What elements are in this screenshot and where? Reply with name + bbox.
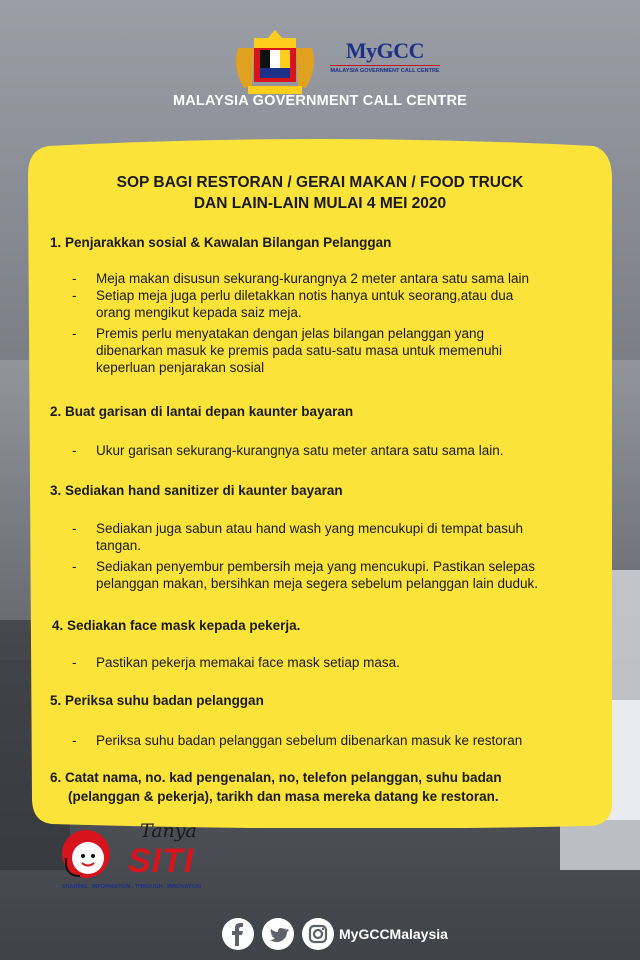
facebook-icon[interactable]: [222, 918, 254, 950]
tanya-siti-logo: [58, 818, 218, 898]
section-3-item-2-line-1: Sediakan penyembur pembersih meja yang mencukupi. Pastikan selepas: [96, 559, 536, 574]
section-3-heading: 3. Sediakan hand sanitizer di kaunter bayaran: [50, 483, 343, 498]
section-1-item-2-line-1: Setiap meja juga perlu diletakkan notis hanya untuk seorang,atau dua: [96, 288, 514, 303]
bullet-dash: -: [72, 326, 77, 341]
sop-card: [28, 138, 612, 828]
section-3-item-1: [96, 520, 523, 554]
section-3-item-2-line-2: pelanggan makan, bersihkan meja segera sebelum pelanggan lain duduk.: [96, 576, 539, 591]
section-1-item-2-line-2: orang mengikut kepada saiz meja.: [96, 305, 302, 320]
bullet-dash: -: [72, 559, 77, 574]
section-6-line-1: 6. Catat nama, no. kad pengenalan, no, telefon pelanggan, suhu badan: [50, 770, 502, 785]
section-2-heading: 2. Buat garisan di lantai depan kaunter bayaran: [50, 404, 354, 419]
organization-label: MALAYSIA GOVERNMENT CALL CENTRE: [172, 93, 468, 109]
sop-title-line-2: DAN LAIN-LAIN MULAI 4 MEI 2020: [193, 195, 447, 212]
section-5-heading: 5. Periksa suhu badan pelanggan: [50, 693, 264, 708]
section-1-item-3-line-3: keperluan penjarakan sosial: [96, 360, 265, 375]
bullet-dash: -: [72, 271, 77, 286]
mygcc-logo-subtitle: MALAYSIA GOVERNMENT CALL CENTRE: [330, 65, 440, 74]
header: [0, 0, 640, 125]
section-1-item-3-line-1: Premis perlu menyatakan dengan jelas bilangan pelanggan yang: [96, 326, 485, 341]
social-handle[interactable]: MyGCCMalaysia: [339, 926, 448, 942]
section-3-item-2: [96, 558, 538, 592]
section-4-item-1-line-1: Pastikan pekerja memakai face mask setiap masa.: [96, 655, 400, 670]
twitter-icon[interactable]: [262, 918, 294, 950]
section-1-item-2: [96, 287, 513, 321]
bullet-dash: -: [72, 288, 77, 303]
section-6-line-2: (pelanggan & pekerja), tarikh dan masa mereka datang ke restoran.: [68, 789, 499, 804]
bullet-dash: -: [72, 443, 77, 458]
section-5-item-1-line-1: Periksa suhu badan pelanggan sebelum dibenarkan masuk ke restoran: [96, 733, 523, 748]
tanya-text: Tanya: [140, 820, 197, 842]
sop-title-line-1: SOP BAGI RESTORAN / GERAI MAKAN / FOOD TRUCK: [116, 174, 524, 191]
mygcc-logo-title: MyGCC: [345, 38, 425, 63]
bullet-dash: -: [72, 733, 77, 748]
section-3-item-1-line-1: Sediakan juga sabun atau hand wash yang mencukupi di tempat basuh: [96, 521, 524, 536]
section-1-item-1: [96, 270, 529, 287]
section-1-item-3-line-2: dibenarkan masuk ke premis pada satu-satu masa untuk memenuhi: [96, 343, 502, 358]
section-4-item-1: [96, 654, 400, 671]
siti-tagline: SHARING . INFORMATION . THROUGH . INNOVATION: [62, 884, 202, 890]
section-5-item-1: [96, 732, 522, 749]
instagram-icon[interactable]: [302, 918, 334, 950]
section-1-item-1-line-1: Meja makan disusun sekurang-kurangnya 2 meter antara satu sama lain: [96, 271, 529, 286]
siti-text: SITI: [128, 842, 195, 880]
section-2-item-1: [96, 442, 503, 459]
section-1-item-3: [96, 325, 502, 376]
bullet-dash: -: [72, 521, 77, 536]
section-2-item-1-line-1: Ukur garisan sekurang-kurangnya satu meter antara satu sama lain.: [96, 443, 504, 458]
section-4-heading: 4. Sediakan face mask kepada pekerja.: [52, 618, 301, 633]
bullet-dash: -: [72, 655, 77, 670]
coat-of-arms-logo: [230, 28, 320, 98]
section-3-item-1-line-2: tangan.: [96, 538, 142, 553]
mygcc-logo: [330, 38, 440, 78]
section-1-heading: 1. Penjarakkan sosial & Kawalan Bilangan Pelanggan: [50, 235, 392, 250]
